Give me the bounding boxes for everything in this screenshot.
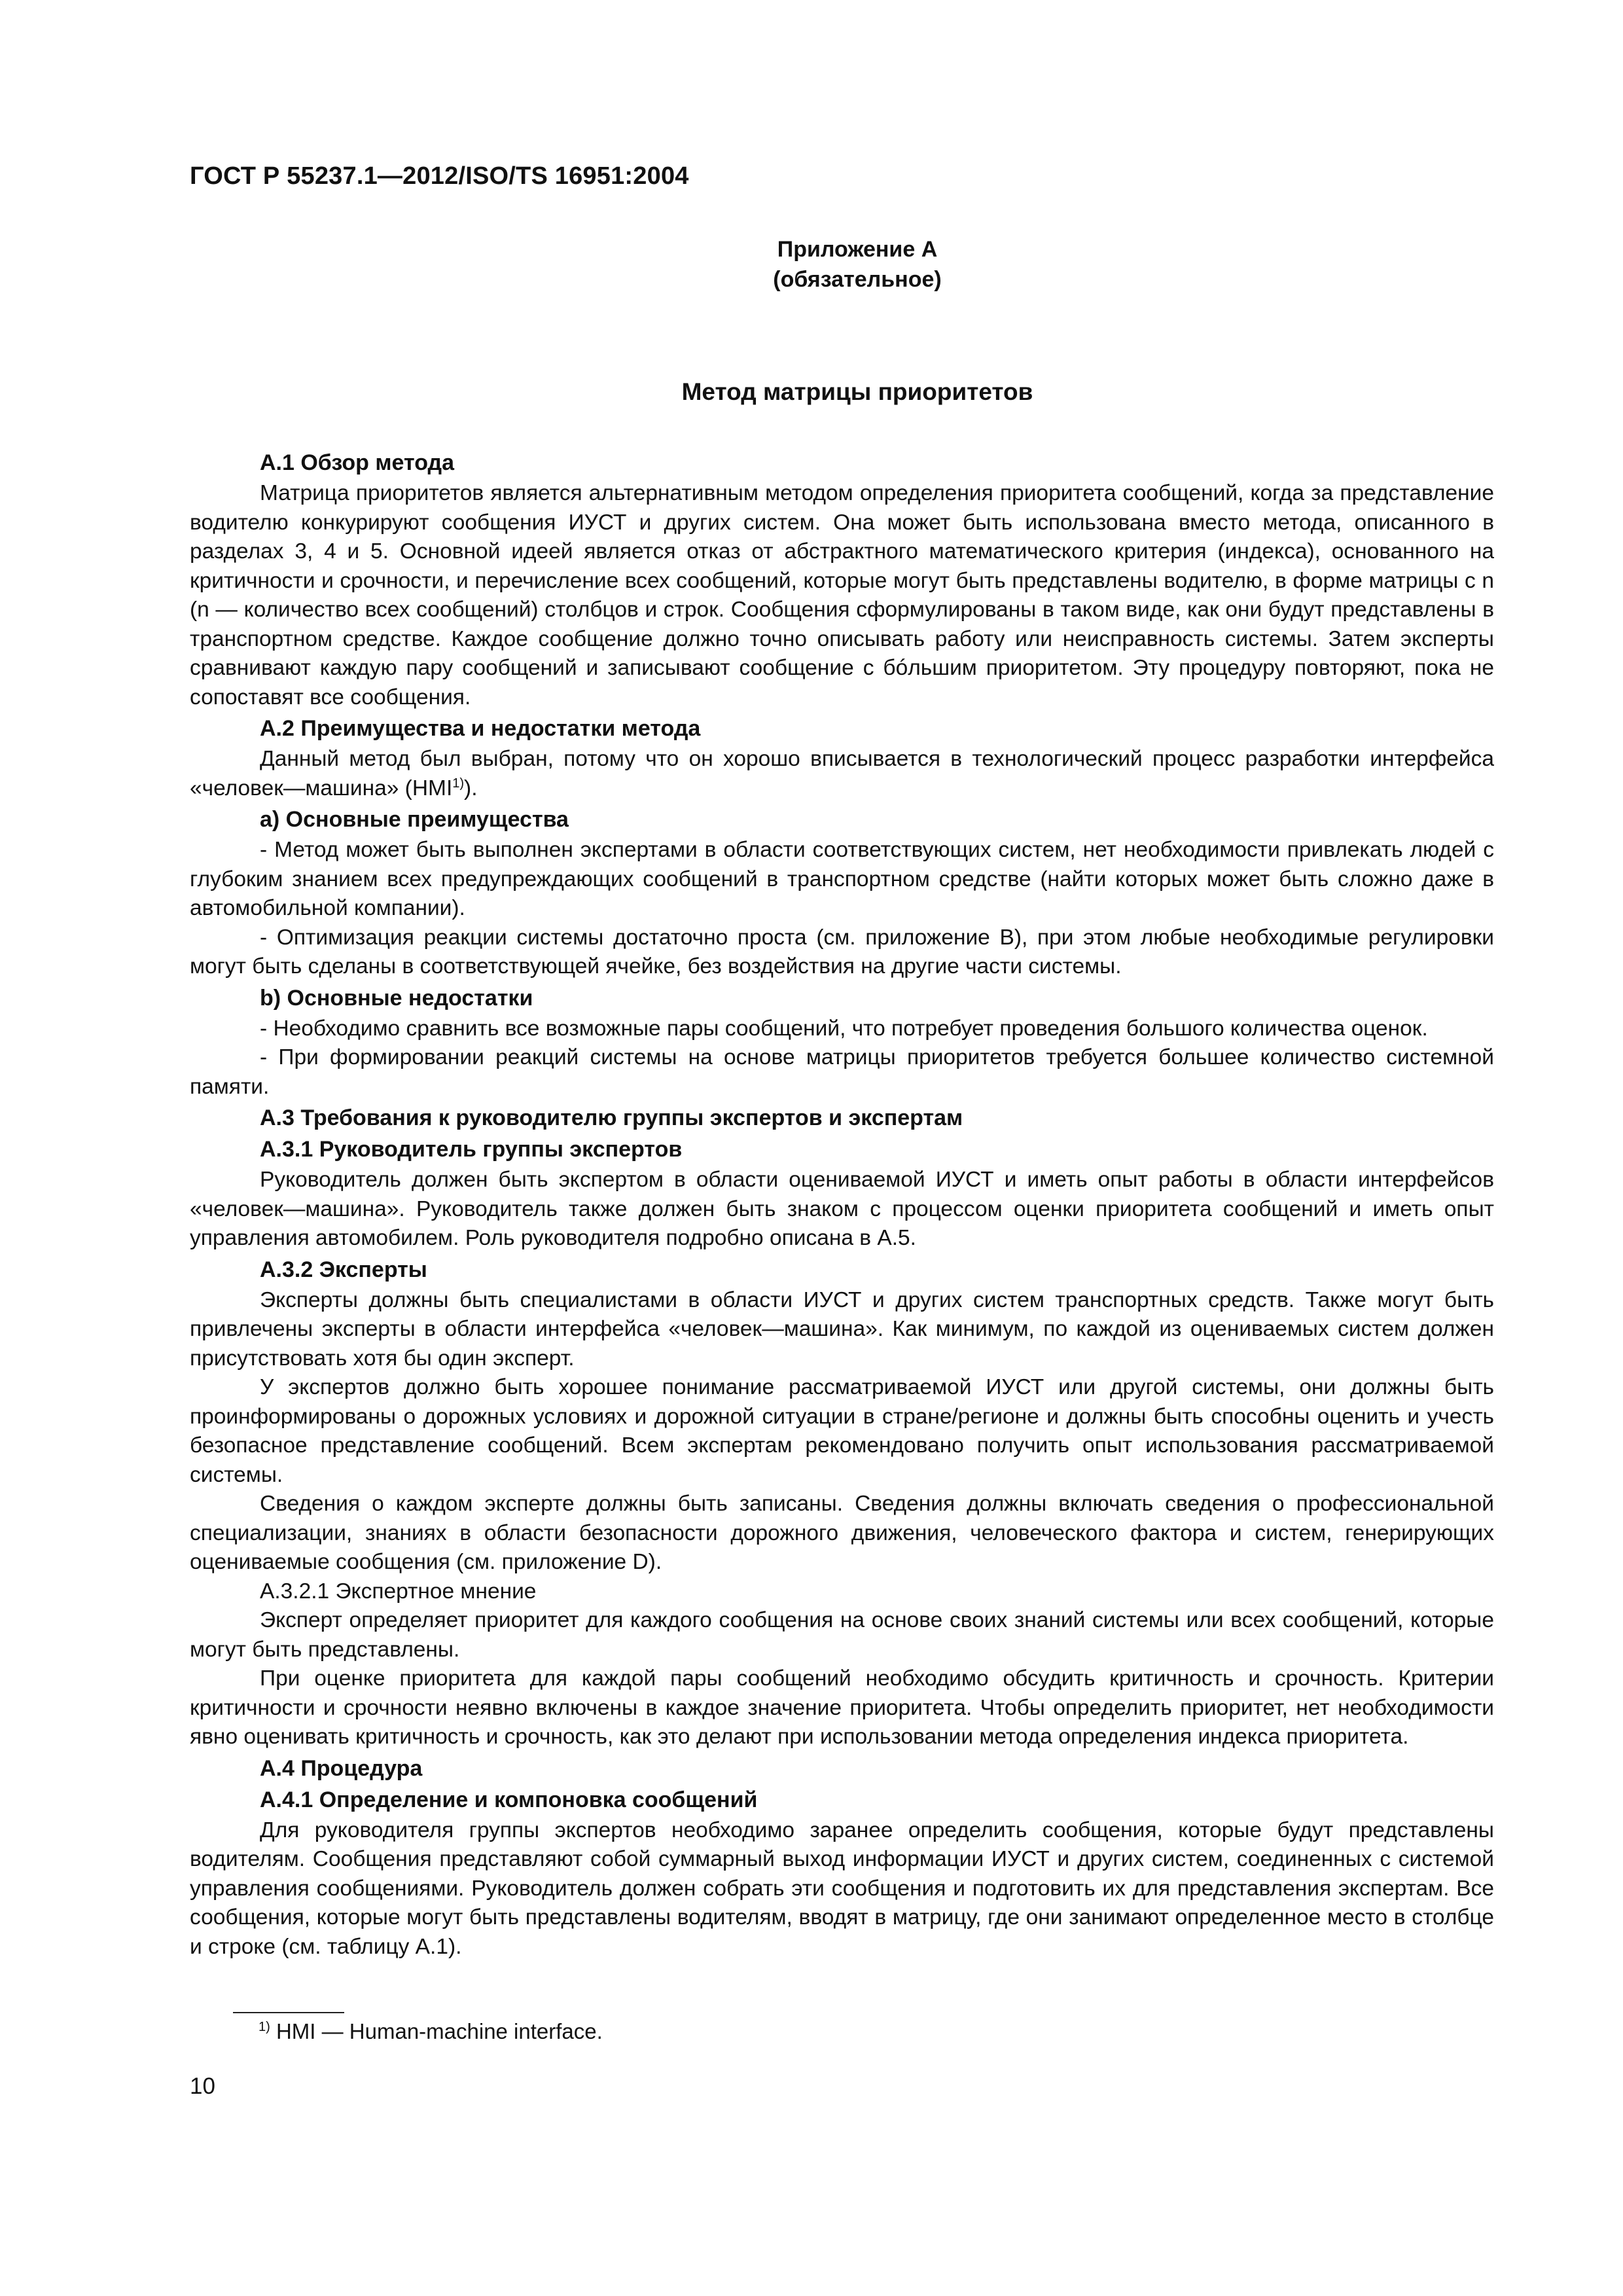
paragraph-a3-2-2: У экспертов должно быть хорошее понимание рассматриваемой ИУСТ или другой системы, они должны быть проинформированы о дорожных условиях и дорожной ситуации в стране/регионе и должны быть способны оценить и учесть безопасное представление сообщений. Всем экспертам рекомендовано получить опыт использования рассматриваемой системы. [190, 1375, 1494, 1487]
heading-a1: А.1 Обзор метода [260, 450, 455, 475]
heading-a3-1: А.3.1 Руководитель группы экспертов [260, 1137, 683, 1162]
heading-a4-1: А.4.1 Определение и компоновка сообщений [260, 1787, 758, 1812]
paragraph-disadvantage-1: - Необходимо сравнить все возможные пары сообщений, что потребует проведения большого количества оценок. [260, 1016, 1428, 1041]
footnote [259, 2017, 603, 2046]
appendix-title: Приложение А [777, 237, 938, 262]
heading-disadvantages: b) Основные недостатки [260, 985, 533, 1011]
footnote-reference: 1) [452, 776, 465, 791]
heading-a2: А.2 Преимущества и недостатки метода [260, 716, 701, 741]
appendix-heading [0, 234, 1623, 295]
paragraph-a3-2-3: Сведения о каждом эксперте должны быть записаны. Сведения должны включать сведения о профессиональной специализации, знаниях в области безопасности дорожного движения, человеческого фактора и систем, генерирующих оцениваемые сообщения (см. приложение D). [190, 1492, 1494, 1574]
paragraph-a4-1: Для руководителя группы экспертов необходимо заранее определить сообщения, которые будут представлены водителям. Сообщения представляют собой суммарный выход информации ИУСТ и других систем, соединенных с системой управления сообщениями. Руководитель должен собрать эти сообщения и подготовить их для представления экспертам. Все сообщения, которые могут быть представлены водителям, вводят в матрицу, где они занимают определенное место в столбце и строке (см. таблицу А.1). [190, 1818, 1494, 1959]
paragraph-a2-intro [190, 745, 1494, 803]
document-standard-id: ГОСТ Р 55237.1—2012/ISO/TS 16951:2004 [190, 162, 689, 190]
paragraph-a2-intro-end: ). [464, 776, 478, 800]
section-title: Метод матрицы приоритетов [681, 378, 1033, 405]
paragraph-a3-2-1: Эксперты должны быть специалистами в области ИУСТ и других систем транспортных средств. Также могут быть привлечены эксперты в области интерфейса «человек—машина». Как минимум, по каждой из оцениваемых систем должен присутствовать хотя бы один эксперт. [190, 1287, 1494, 1371]
paragraph-a2-intro-text: Данный метод был выбран, потому что он хорошо вписывается в технологический процесс разработки интерфейса «человек—машина» (HMI [190, 747, 1494, 800]
paragraph-a3-2-1-1: Эксперт определяет приоритет для каждого сообщения на основе своих знаний системы или всех сообщений, которые могут быть представлены. [190, 1608, 1494, 1662]
paragraph-a3-1: Руководитель должен быть экспертом в области оцениваемой ИУСТ и иметь опыт работы в области интерфейсов «человек—машина». Руководитель также должен быть знаком с процессом оценки приоритета сообщений и иметь опыт управления автомобилем. Роль руководителя подробно описана в А.5. [190, 1168, 1494, 1250]
appendix-status: (обязательное) [773, 267, 942, 292]
document-body [190, 446, 1494, 1962]
paragraph-advantage-1: - Метод может быть выполнен экспертами в области соответствующих систем, нет необходимости привлекать людей с глубоким знанием всех предупреждающих сообщений в транспортном средстве (найти которых может быть сложно даже в автомобильной компании). [190, 838, 1494, 920]
paragraph-a1-overview: Матрица приоритетов является альтернативным методом определения приоритета сообщений, когда за представление водителю конкурируют сообщения ИУСТ и других систем. Она может быть использована вместо метода, описанного в разделах 3, 4 и 5. Основной идеей является отказ от абстрактного математического критерия (индекса), основанного на критичности и срочности, и перечисление всех сообщений, которые могут быть представлены водителю, в форме матрицы с n (n — количество всех сообщений) столбцов и строк. Сообщения сформулированы в таком виде, как они будут представлены в транспортном средстве. Каждое сообщение должно точно описывать работу или неисправность системы. Затем эксперты сравнивают каждую пару сообщений и записывают сообщение с бóльшим приоритетом. Эту процедуру повторяют, пока не сопоставят все сообщения. [190, 481, 1494, 709]
paragraph-a3-2-1-2: При оценке приоритета для каждой пары сообщений необходимо обсудить критичность и срочность. Критерии критичности и срочности неявно включены в каждое значение приоритета. Чтобы определить приоритет, нет необходимости явно оценивать критичность и срочность, как это делают при использовании метода определения индекса приоритета. [190, 1666, 1494, 1749]
paragraph-advantage-2: - Оптимизация реакции системы достаточно проста (см. приложение В), при этом любые необходимые регулировки могут быть сделаны в соответствующей ячейке, без воздействия на другие части системы. [190, 925, 1494, 978]
heading-advantages: а) Основные преимущества [260, 807, 569, 832]
footnote-text: HMI — Human-machine interface. [270, 2019, 603, 2043]
footnote-marker: 1) [259, 2020, 270, 2034]
heading-a3-2-1: А.3.2.1 Экспертное мнение [260, 1579, 537, 1604]
page-number: 10 [190, 2073, 215, 2099]
footnote-divider [233, 2012, 344, 2013]
heading-a4: А.4 Процедура [260, 1755, 423, 1781]
heading-a3: А.3 Требования к руководителю группы экспертов и экспертам [260, 1105, 963, 1130]
heading-a3-2: А.3.2 Эксперты [260, 1257, 427, 1282]
paragraph-disadvantage-2: - При формировании реакций системы на основе матрицы приоритетов требуется большее количество системной памяти. [190, 1045, 1494, 1099]
